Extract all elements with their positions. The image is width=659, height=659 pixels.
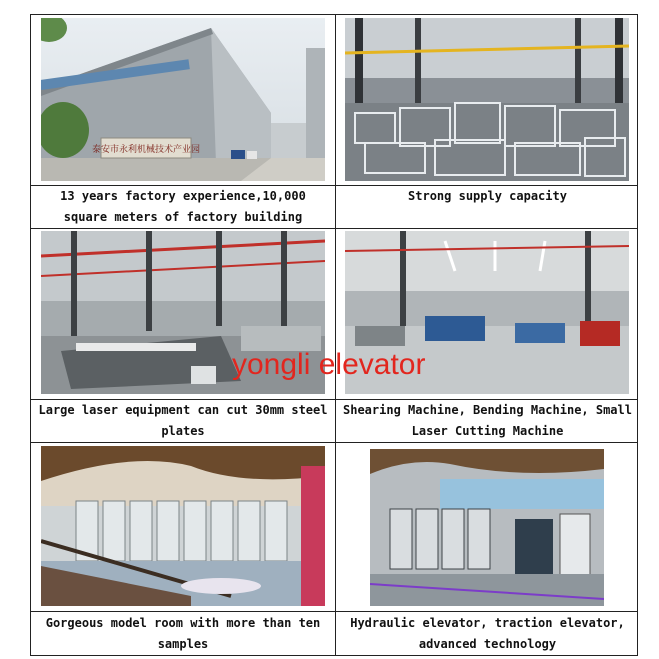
caption-elevator: Hydraulic elevator, traction elevator, advanced technology	[350, 616, 625, 651]
elevator-hall-photo	[370, 449, 604, 606]
factory-sign-text: 泰安市永利机械技术产业园	[91, 145, 201, 155]
photo-grid-table	[30, 14, 638, 656]
row-divider	[31, 228, 637, 229]
model-room-photo	[41, 446, 325, 606]
column-divider	[335, 15, 336, 655]
row-divider	[31, 442, 637, 443]
factory-building-photo	[41, 18, 325, 181]
warehouse-frames-photo	[345, 18, 629, 181]
watermark-text: yongli elevator	[232, 348, 426, 381]
caption-factory: 13 years factory experience,10,000 square meters of factory building	[60, 189, 306, 224]
caption-shearing: Shearing Machine, Bending Machine, Small Laser Cutting Machine	[343, 403, 632, 438]
caption-laser: Large laser equipment can cut 30mm steel plates	[38, 403, 328, 438]
caption-model-room: Gorgeous model room with more than ten samples	[45, 616, 321, 651]
caption-supply: Strong supply capacity	[408, 189, 567, 203]
